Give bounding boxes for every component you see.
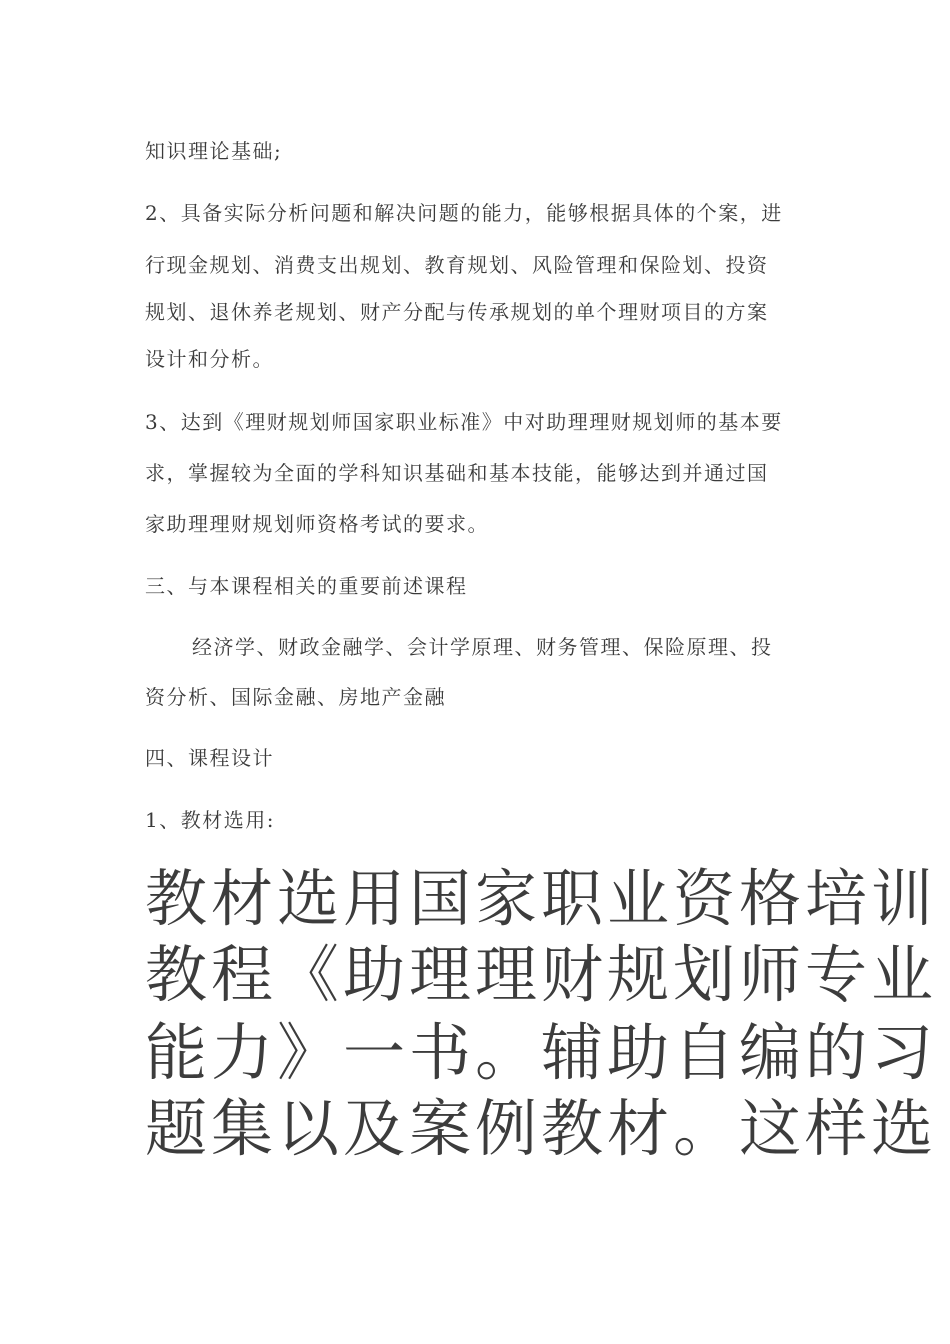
large-text-line-1: 教材选用国家职业资格培训: [145, 862, 938, 935]
text-line-item2-b: 行现金规划、消费支出规划、教育规划、风险管理和保险划、投资: [145, 253, 769, 277]
text-line-courses-b: 资分析、国际金融、房地产金融: [145, 685, 446, 709]
text-line-item2-d: 设计和分析。: [145, 347, 274, 371]
text-line-courses-a: 经济学、财政金融学、会计学原理、财务管理、保险原理、投: [192, 635, 773, 659]
text-line-item2-c: 规划、退休养老规划、财产分配与传承规划的单个理财项目的方案: [145, 300, 769, 324]
large-text-line-4: 题集以及案例教材。这样选: [145, 1092, 938, 1165]
large-text-line-3: 能力》一书。辅助自编的习: [145, 1016, 938, 1089]
text-line-item3-b: 求，掌握较为全面的学科知识基础和基本技能，能够达到并通过国: [145, 461, 769, 485]
subheading-textbook-selection: 1、教材选用:: [145, 808, 275, 832]
large-text-line-2: 教程《助理理财规划师专业: [145, 938, 938, 1011]
text-line-knowledge-basis: 知识理论基础;: [145, 139, 283, 163]
text-line-item2-a: 2、具备实际分析问题和解决问题的能力，能够根据具体的个案，进: [145, 201, 783, 225]
section-heading-prerequisites: 三、与本课程相关的重要前述课程: [145, 574, 468, 598]
text-line-item3-a: 3、达到《理财规划师国家职业标准》中对助理理财规划师的基本要: [145, 410, 783, 434]
text-line-item3-c: 家助理理财规划师资格考试的要求。: [145, 512, 489, 536]
section-heading-course-design: 四、课程设计: [145, 746, 274, 770]
